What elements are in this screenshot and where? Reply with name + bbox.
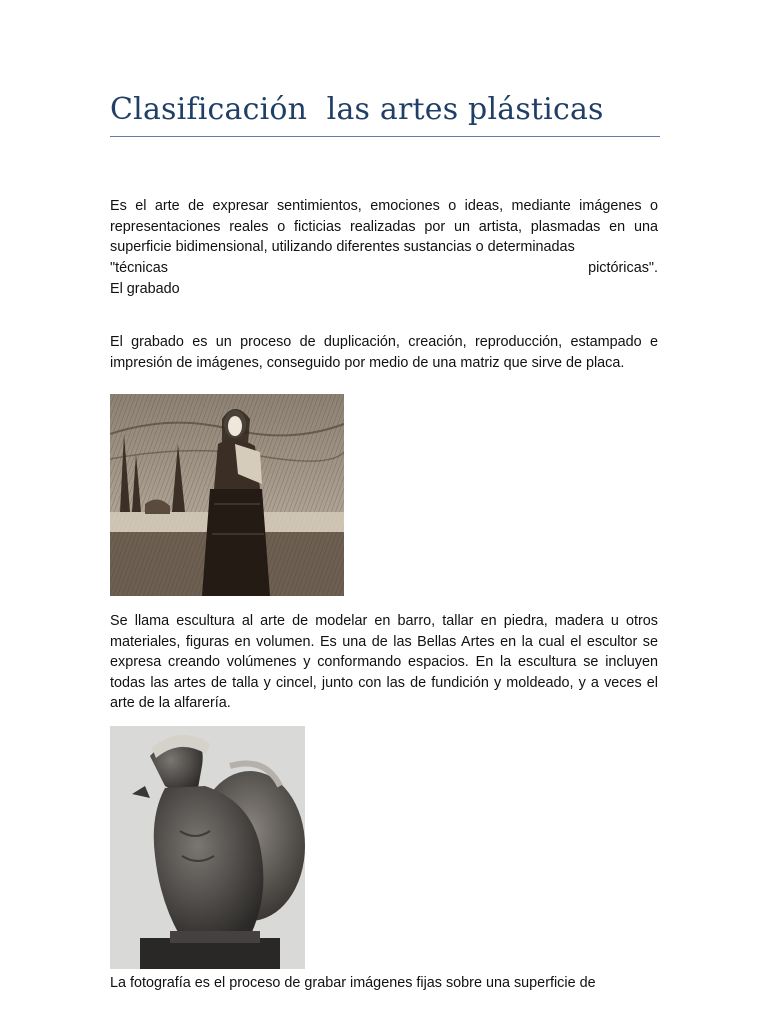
paragraph-sculpture: Se llama escultura al arte de modelar en barro, tallar en piedra, madera u otros materiales, figuras en volumen. Es una de las Bellas Artes en la cual el escultor se expresa creando volúmenes y conformando espacios. En la escultura se incluyen todas las artes de talla y cincel, junto con las de fundición y moldeado, y a veces el arte de la alfarería.	[110, 613, 658, 711]
title-underline	[110, 136, 660, 137]
subheading-engraving: El grabado	[110, 281, 180, 297]
engraving-illustration	[110, 394, 344, 596]
paragraph-painting-last-right: pictóricas".	[588, 259, 658, 276]
paragraph-engraving: El grabado es un proceso de duplicación, creación, reproducción, estampado e impresión de imágenes, conseguido por medio de una matriz que sirve de placa.	[110, 334, 658, 371]
paragraph-painting-last-line	[110, 258, 658, 279]
paragraph-painting-last-left: "técnicas	[110, 259, 168, 276]
sculpture-image	[110, 726, 305, 969]
engraving-image	[110, 394, 344, 596]
paragraph-photography: La fotografía es el proceso de grabar imágenes fijas sobre una superficie de	[110, 975, 596, 991]
sculpture-illustration	[110, 726, 305, 969]
paragraph-painting	[110, 196, 658, 278]
paragraph-painting-text: Es el arte de expresar sentimientos, emociones o ideas, mediante imágenes o representaciones reales o ficticias realizadas por un artista, plasmadas en una superficie bidimensional, utilizando diferentes sustancias o determinadas	[110, 198, 658, 255]
page-title: Clasificación las artes plásticas	[110, 92, 604, 127]
